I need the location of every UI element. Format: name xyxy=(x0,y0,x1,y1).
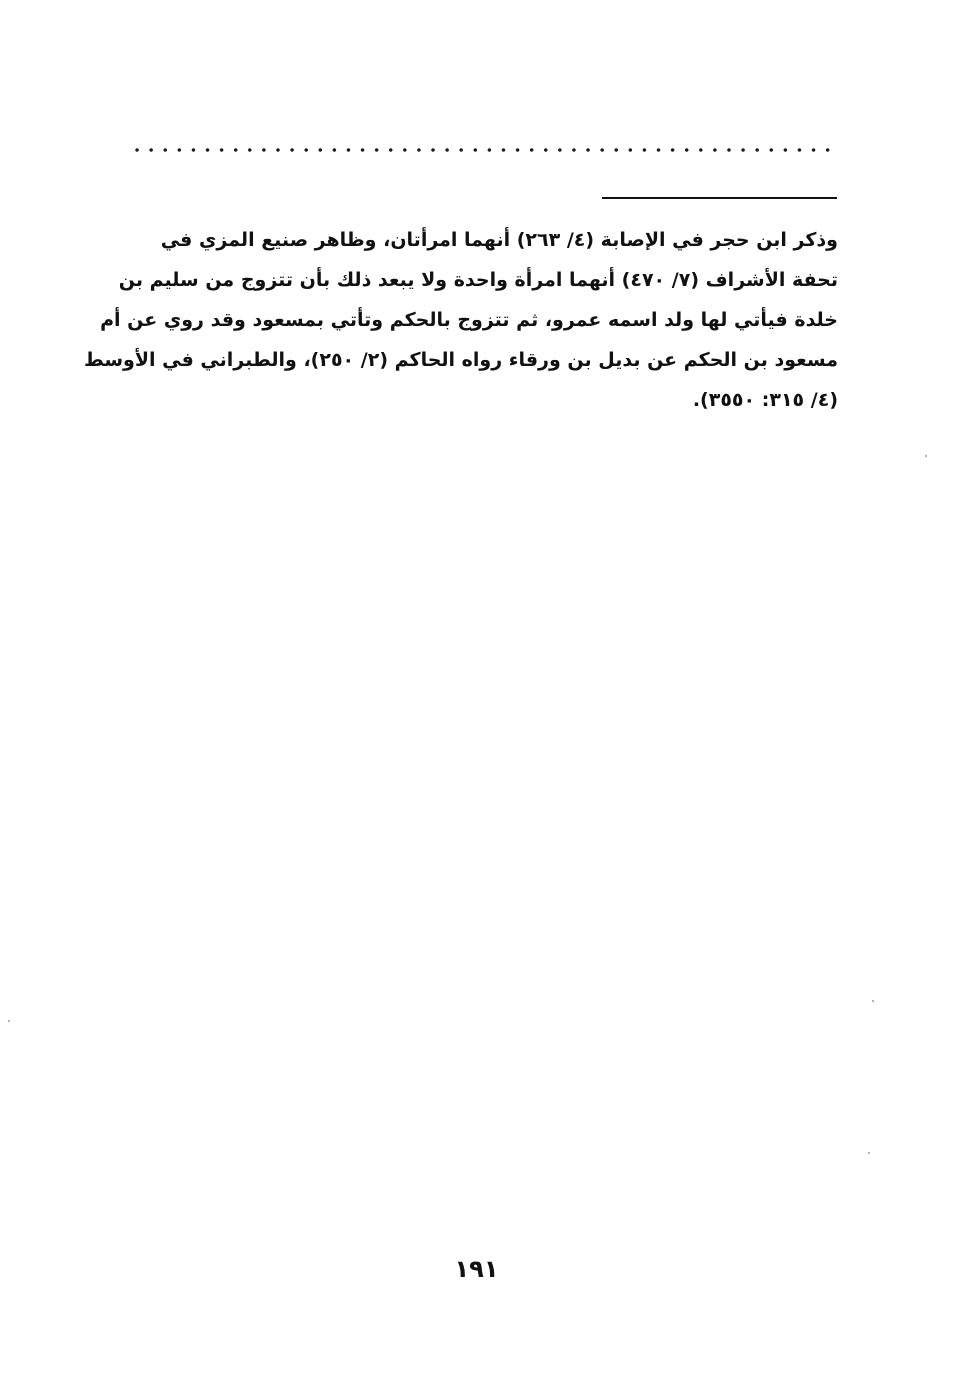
footnote-separator-rule xyxy=(602,197,837,199)
footnote-line-5: (٤/ ٣١٥: ٣٥٥٠). xyxy=(692,389,838,411)
scan-speck xyxy=(8,1020,10,1022)
page-number: ١٩١ xyxy=(454,1255,499,1283)
footnote-line-4: مسعود بن الحكم عن بديل بن ورقاء رواه الحاكم (٢/ ٢٥٠)، والطبراني في الأوسط xyxy=(84,349,838,371)
footnote-block xyxy=(84,220,838,420)
footnote-line-1: وذكر ابن حجر في الإصابة (٤/ ٢٦٣) أنهما امرأتان، وظاهر صنيع المزي في xyxy=(160,229,838,251)
scan-speck xyxy=(868,1152,870,1154)
scan-speck xyxy=(872,1000,874,1002)
scan-speck xyxy=(925,455,927,457)
footnote-line-3: خلدة فيأتي لها ولد اسمه عمرو، ثم تتزوج بالحكم وتأتي بمسعود وقد روي عن أم xyxy=(100,309,838,331)
footnote-line-2: تحفة الأشراف (٧/ ٤٧٠) أنهما امرأة واحدة ولا يبعد ذلك بأن تتزوج من سليم بن xyxy=(118,269,838,291)
dotted-separator xyxy=(130,148,836,152)
